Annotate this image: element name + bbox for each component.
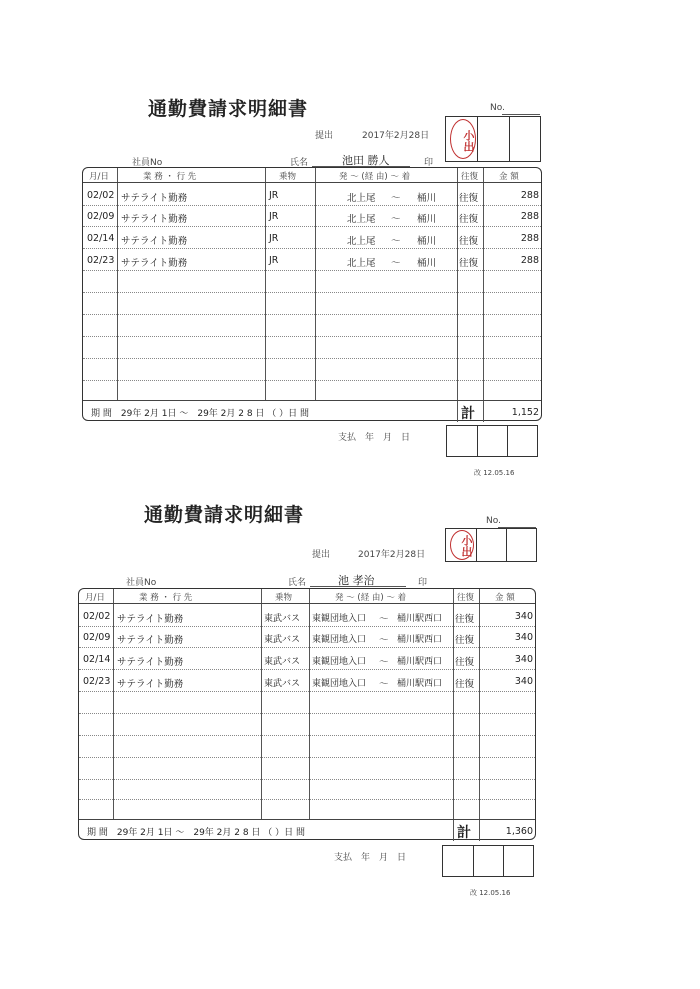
total-amount: 1,360 bbox=[505, 826, 533, 837]
period-text: 期 間 29年 2月 1日 〜 29年 2月 2 8 日 （ ）日 間 bbox=[87, 828, 306, 838]
inkan-label: 印 bbox=[424, 158, 434, 168]
header-date: 月/日 bbox=[89, 172, 109, 182]
header-vehicle: 乗物 bbox=[279, 172, 297, 182]
name-label: 氏名 bbox=[288, 578, 307, 588]
employee-name: 池田 勝人 bbox=[342, 154, 390, 167]
period-text: 期 間 29年 2月 1日 〜 29年 2月 2 8 日 （ ）日 間 bbox=[91, 409, 310, 419]
header-route: 発 〜 (経 由) 〜 着 bbox=[339, 172, 411, 182]
name-underline bbox=[310, 586, 406, 587]
header-amount: 金 額 bbox=[495, 593, 515, 603]
header-vehicle: 乗物 bbox=[275, 593, 293, 603]
payment-stamp-box bbox=[442, 845, 534, 877]
form-title: 通勤費請求明細書 bbox=[144, 504, 305, 526]
no-label: No. bbox=[486, 516, 501, 526]
expense-table: 月/日 業 務 ・ 行 先 乗物 発 〜 (経 由) 〜 着 往復 金 額 02/02 サテライト勤務 JR 北上尾 〜 桶川 往復 288 02/09 サテライト勤務 JR 北上尾 〜 桶川 往復 288 02/14 サテライト勤務 JR 北上尾 〜 桶川 往復 288 02/23 サテライト勤務 JR 北上尾 〜 桶川 往復 288 期 間 29年 2月 1日 〜 29年 2月 2 8 日 （ ）日 間 計 1,152 bbox=[82, 167, 542, 421]
approval-seal: 小出 bbox=[450, 119, 476, 159]
header-trip: 往復 bbox=[461, 172, 479, 182]
header-route: 発 〜 (経 由) 〜 着 bbox=[335, 593, 407, 603]
payment-label: 支払 年 月 日 bbox=[334, 853, 407, 863]
employee-name: 池 孝治 bbox=[338, 574, 375, 587]
footnote: 改 12.05.16 bbox=[474, 469, 515, 477]
approval-seal: 小出 bbox=[450, 530, 474, 560]
submit-label: 提出 bbox=[312, 550, 331, 560]
submit-date: 2017年2月28日 bbox=[362, 131, 430, 141]
inkan-label: 印 bbox=[418, 578, 428, 588]
submit-label: 提出 bbox=[315, 131, 334, 141]
header-purpose: 業 務 ・ 行 先 bbox=[143, 172, 197, 182]
name-label: 氏名 bbox=[290, 158, 309, 168]
total-label: 計 bbox=[457, 825, 471, 841]
header-date: 月/日 bbox=[85, 593, 105, 603]
header-purpose: 業 務 ・ 行 先 bbox=[139, 593, 193, 603]
submit-date: 2017年2月28日 bbox=[358, 550, 426, 560]
form-title: 通勤費請求明細書 bbox=[148, 98, 309, 120]
footnote: 改 12.05.16 bbox=[470, 889, 511, 897]
no-label: No. bbox=[490, 103, 505, 113]
total-amount: 1,152 bbox=[511, 407, 539, 418]
payment-label: 支払 年 月 日 bbox=[338, 433, 411, 443]
expense-table: 月/日 業 務 ・ 行 先 乗物 発 〜 (経 由) 〜 着 往復 金 額 02/02 サテライト勤務 東武バス 東観団地入口 〜 桶川駅西口 往復 340 02/09 サテライト勤務 東武バス 東観団地入口 〜 桶川駅西口 往復 340 02/14 サテライト勤務 東武バス 東観団地入口 〜 桶川駅西口 往復 340 02/23 サテライト勤務 東武バス 東観団地入口 〜 桶川駅西口 往復 340 期 間 29年 2月 1日 〜 29年 2月 2 8 日 （ ）日 間 計 1,360 bbox=[78, 588, 536, 840]
header-amount: 金 額 bbox=[499, 172, 519, 182]
total-label: 計 bbox=[461, 406, 475, 422]
dept-label: 社員No bbox=[132, 158, 163, 168]
dept-label: 社員No bbox=[126, 578, 157, 588]
header-trip: 往復 bbox=[457, 593, 475, 603]
